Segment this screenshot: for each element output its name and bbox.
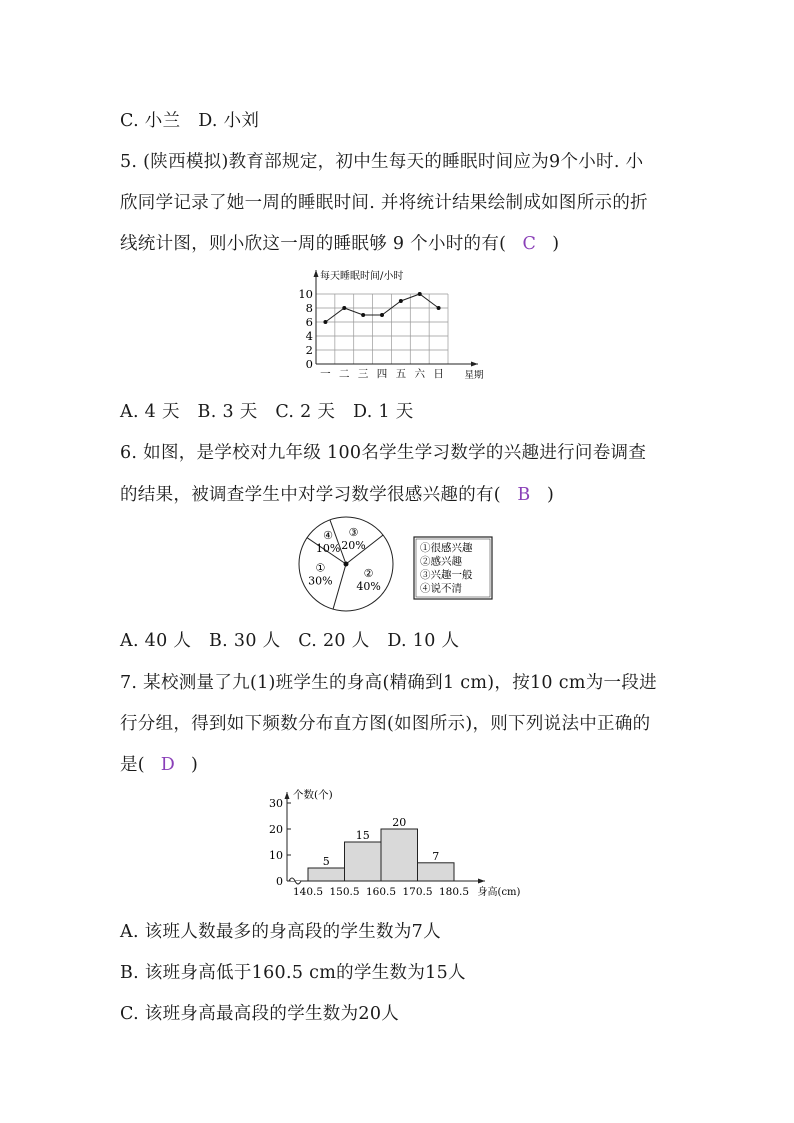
data-point (380, 313, 384, 317)
histogram-bar (418, 863, 455, 881)
y-axis-arrow (314, 270, 319, 277)
data-point (342, 306, 346, 310)
pie-slice-marker: ③ (348, 525, 359, 539)
pie-slice-marker: ① (315, 561, 326, 575)
y-tick-label: 6 (305, 315, 313, 329)
q5-answer: C (522, 234, 537, 254)
q6-close-paren: ) (546, 485, 555, 505)
x-axis-label: 身高(cm) (477, 887, 521, 898)
q6-line2 (120, 481, 554, 506)
x-tick-label: 六 (414, 368, 425, 380)
y-tick-label: 0 (276, 875, 283, 888)
y-tick-label: 4 (305, 329, 313, 343)
histogram-bar (381, 829, 418, 881)
q5-close-paren: ) (552, 234, 560, 254)
q7-line1: 7. 某校测量了九(1)班学生的身高(精确到1 cm)，按10 cm为一段进 (120, 673, 657, 693)
q6-stem-end: 的结果，被调查学生中对学习数学很感兴趣的有( (120, 485, 501, 505)
x-tick-label: 一 (320, 368, 331, 380)
legend-entry: ③兴趣一般 (420, 569, 473, 581)
x-tick-label: 三 (357, 368, 369, 380)
q7-option-b: B. 该班身高低于160.5 cm的学生数为15人 (120, 963, 466, 983)
histogram-chart (255, 785, 545, 910)
q4-options: C. 小兰 D. 小刘 (120, 111, 260, 131)
q7-line2: 行分组，得到如下频数分布直方图(如图所示)，则下列说法中正确的 (120, 714, 651, 734)
q7-line3 (120, 751, 198, 776)
x-tick-label: 四 (376, 368, 388, 380)
x-tick-label: 160.5 (365, 886, 397, 898)
pie-slice-marker: ④ (323, 529, 333, 543)
histogram-bar (345, 842, 382, 881)
q5-line2: 欣同学记录了她一周的睡眠时间. 并将统计结果绘制成如图所示的折 (120, 193, 648, 213)
pie-slice-marker: ② (363, 567, 374, 581)
pie-chart (290, 515, 510, 615)
legend-entry: ④说不清 (420, 582, 462, 595)
data-point (437, 306, 441, 310)
data-point (323, 320, 327, 324)
data-point (361, 313, 365, 317)
x-tick-label: 170.5 (402, 886, 433, 898)
y-tick-label: 10 (298, 287, 313, 301)
q7-answer: D (160, 755, 176, 775)
x-tick-label: 180.5 (438, 886, 470, 898)
pie-slice-label: 10% (315, 542, 341, 556)
bar-value-label: 20 (392, 816, 407, 829)
histogram-bar (308, 868, 345, 881)
x-axis-arrow (478, 879, 485, 884)
y-axis-arrow (285, 792, 290, 799)
q5-line3 (120, 230, 559, 255)
y-tick-label: 8 (305, 301, 313, 315)
legend-entry: ②感兴趣 (420, 555, 462, 568)
q7-option-c: C. 该班身高最高段的学生数为20人 (120, 1004, 400, 1024)
q5-options: A. 4 天 B. 3 天 C. 2 天 D. 1 天 (120, 402, 414, 422)
q6-answer: B (517, 485, 531, 505)
y-tick-label: 2 (305, 343, 313, 357)
x-tick-label: 150.5 (329, 886, 360, 898)
q6-line1: 6. 如图，是学校对九年级 100名学生学习数学的兴趣进行问卷调查 (120, 443, 647, 463)
y-axis-label: 个数(个) (293, 789, 333, 801)
q5-stem-end: 线统计图，则小欣这一周的睡眠够 9 个小时的有( (120, 234, 507, 254)
x-tick-label: 日 (433, 368, 444, 380)
x-axis-arrow (471, 362, 478, 367)
y-tick-label: 10 (269, 849, 283, 862)
pie-center (344, 562, 349, 567)
q5-line1: 5. (陕西模拟)教育部规定，初中生每天的睡眠时间应为9个小时. 小 (120, 152, 644, 172)
y-tick-label: 30 (269, 797, 283, 810)
bar-value-label: 5 (322, 855, 330, 868)
q7-close-paren: ) (190, 755, 199, 775)
y-axis-label: 每天睡眠时间/小时 (320, 271, 404, 282)
data-point (418, 292, 422, 296)
x-axis-label: 星期 (464, 370, 484, 381)
bar-value-label: 7 (432, 849, 440, 863)
pie-slice-label: 40% (356, 580, 381, 594)
x-tick-label: 二 (339, 368, 350, 380)
q7-stem-end: 是( (120, 755, 145, 775)
y-tick-label: 0 (305, 357, 313, 371)
x-tick-label: 140.5 (292, 886, 324, 898)
x-tick-label: 五 (395, 368, 407, 380)
pie-slice-label: 30% (308, 574, 333, 588)
q6-options: A. 40 人 B. 30 人 C. 20 人 D. 10 人 (120, 631, 460, 651)
y-tick-label: 20 (269, 823, 283, 836)
q7-option-a: A. 该班人数最多的身高段的学生数为7人 (120, 922, 441, 942)
bar-value-label: 15 (355, 829, 370, 842)
line-chart (290, 262, 510, 382)
legend-entry: ①很感兴趣 (420, 542, 473, 554)
pie-slice-label: 20% (341, 538, 366, 552)
data-point (399, 299, 403, 303)
